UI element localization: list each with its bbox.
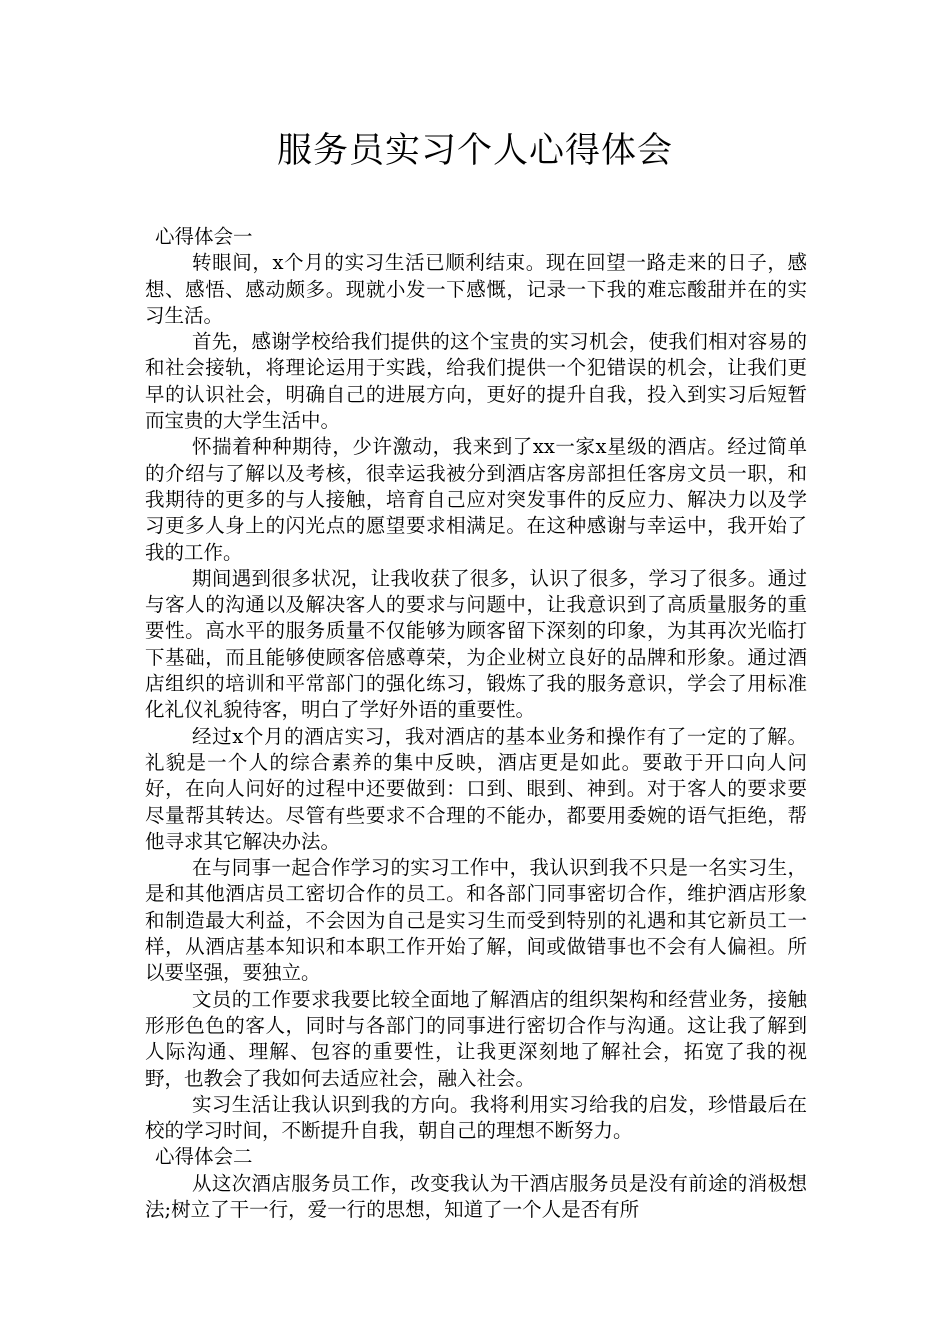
paragraph: 转眼间，x个月的实习生活已顺利结束。现在回望一路走来的日子，感想、感悟、感动颇多。现就小发一下感慨，记录一下我的难忘酸甜并在的实习生活。 <box>145 251 807 327</box>
paragraph: 经过x个月的酒店实习，我对酒店的基本业务和操作有了一定的了解。礼貌是一个人的综合素养的集中反映，酒店更是如此。要敢于开口向人问好，在向人问好的过程中还要做到：口到、眼到、神到。对于客人的要求要尽量帮其转达。尽管有些要求不合理的不能办，都要用委婉的语气拒绝，帮他寻求其它解决办法。 <box>145 724 807 853</box>
paragraph: 首先，感谢学校给我们提供的这个宝贵的实习机会，使我们相对容易的和社会接轨，将理论运用于实践，给我们提供一个犯错误的机会，让我们更早的认识社会，明确自己的进展方向，更好的提升自我，投入到实习后短暂而宝贵的大学生活中。 <box>145 330 807 433</box>
paragraph: 期间遇到很多状况，让我收获了很多，认识了很多，学习了很多。通过与客人的沟通以及解决客人的要求与问题中，让我意识到了高质量服务的重要性。高水平的服务质量不仅能够为顾客留下深刻的印象，为其再次光临打下基础，而且能够使顾客倍感尊荣，为企业树立良好的品牌和形象。通过酒店组织的培训和平常部门的强化练习，锻炼了我的服务意识，学会了用标准化礼仪礼貌待客，明白了学好外语的重要性。 <box>145 566 807 722</box>
paragraph: 在与同事一起合作学习的实习工作中，我认识到我不只是一名实习生，是和其他酒店员工密切合作的员工。和各部门同事密切合作，维护酒店形象和制造最大利益，不会因为自己是实习生而受到特别的礼遇和其它新员工一样，从酒店基本知识和本职工作开始了解，间或做错事也不会有人偏袒。所以要坚强，要独立。 <box>145 856 807 985</box>
section-heading: 心得体会二 <box>155 1145 253 1169</box>
document-body <box>145 224 807 1223</box>
paragraph: 实习生活让我认识到我的方向。我将利用实习给我的启发，珍惜最后在校的学习时间，不断提升自我，朝自己的理想不断努力。 <box>145 1092 807 1143</box>
section-heading: 心得体会一 <box>155 225 253 248</box>
paragraph: 怀揣着种种期待，少许激动，我来到了xx一家x星级的酒店。经过简单的介绍与了解以及考核，很幸运我被分到酒店客房部担任客房文员一职，和我期待的更多的与人接触，培育自己应对突发事件的反应力、解决力以及学习更多人身上的闪光点的愿望要求相满足。在这种感谢与幸运中，我开始了我的工作。 <box>145 435 807 564</box>
paragraph: 文员的工作要求我要比较全面地了解酒店的组织架构和经营业务，接触形形色色的客人，同时与各部门的同事进行密切合作与沟通。这让我了解到人际沟通、理解、包容的重要性，让我更深刻地了解社会，拓宽了我的视野，也教会了我如何去适应社会，融入社会。 <box>145 987 807 1090</box>
paragraph: 从这次酒店服务员工作，改变我认为干酒店服务员是没有前途的消极想法;树立了干一行，爱一行的思想，知道了一个人是否有所 <box>145 1171 807 1221</box>
document-title: 服务员实习个人心得体会 <box>276 131 673 171</box>
